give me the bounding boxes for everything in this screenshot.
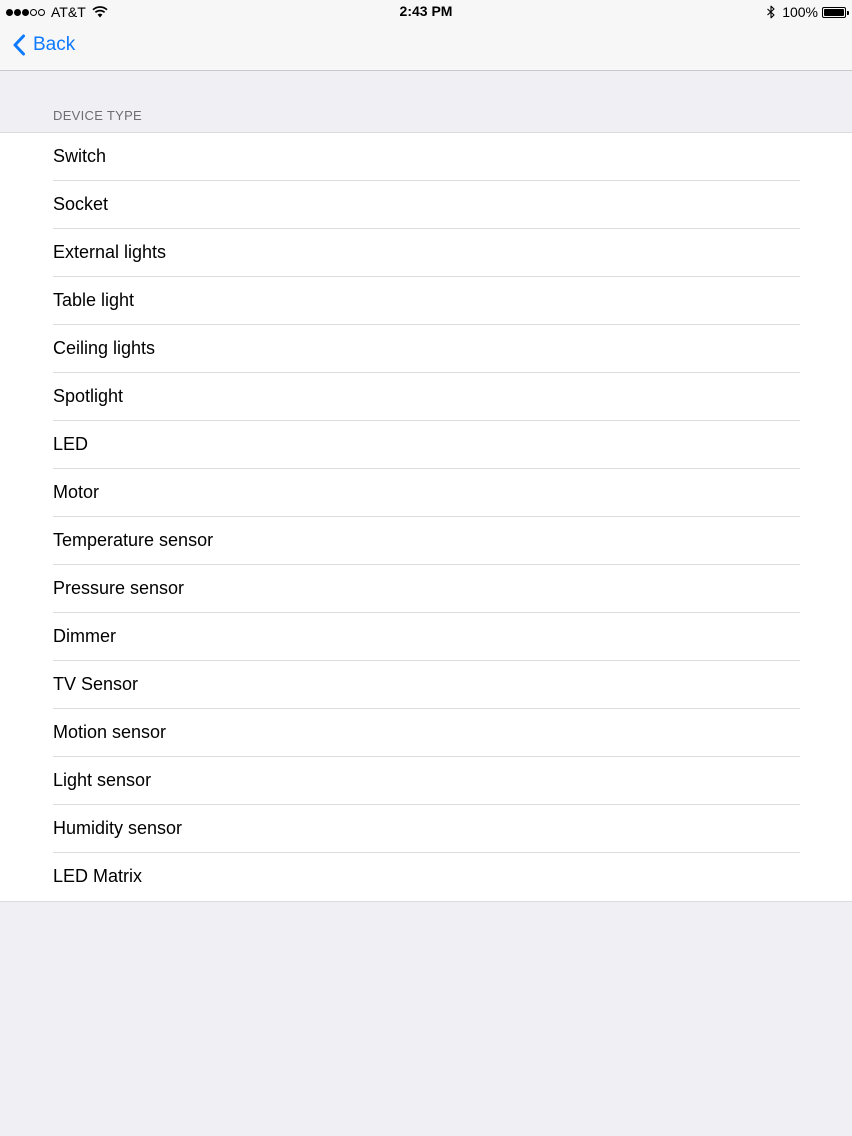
battery-percent: 100%	[782, 4, 818, 20]
list-item-light-sensor[interactable]	[0, 757, 852, 805]
list-item-humidity-sensor[interactable]	[0, 805, 852, 853]
list-item-socket[interactable]	[0, 181, 852, 229]
list-item-label: Table light	[53, 290, 135, 310]
list-item-pressure-sensor[interactable]	[0, 565, 852, 613]
battery-fill	[824, 9, 844, 16]
status-time: 2:43 PM	[399, 3, 453, 19]
list-item-label: Light sensor	[53, 770, 152, 790]
list-item-label: TV Sensor	[53, 674, 139, 694]
list-item-label: Motor	[53, 482, 100, 502]
list-item-motor[interactable]	[0, 469, 852, 517]
list-item-label: Temperature sensor	[53, 530, 214, 550]
list-item-label: Humidity sensor	[53, 818, 183, 838]
list-item-label: Spotlight	[53, 386, 124, 406]
navigation-bar	[0, 24, 852, 71]
list-item-label: Ceiling lights	[53, 338, 156, 358]
battery-tip	[847, 11, 849, 15]
bluetooth-icon	[766, 5, 776, 19]
list-item-temperature-sensor[interactable]	[0, 517, 852, 565]
carrier-name: AT&T	[51, 4, 86, 20]
status-bar	[0, 0, 852, 24]
list-item-tv-sensor[interactable]	[0, 661, 852, 709]
list-item-led[interactable]	[0, 421, 852, 469]
list-item-dimmer[interactable]	[0, 613, 852, 661]
list-item-spotlight[interactable]	[0, 373, 852, 421]
list-item-label: Socket	[53, 194, 109, 214]
list-item-label: LED	[53, 434, 89, 454]
list-item-led-matrix[interactable]	[0, 853, 852, 901]
section-header: DEVICE TYPE	[53, 108, 143, 123]
device-type-list	[0, 132, 852, 902]
list-item-ceiling-lights[interactable]	[0, 325, 852, 373]
list-item-label: External lights	[53, 242, 167, 262]
list-item-label: LED Matrix	[53, 866, 143, 886]
list-item-label: Dimmer	[53, 626, 116, 646]
list-item-table-light[interactable]	[0, 277, 852, 325]
list-item-motion-sensor[interactable]	[0, 709, 852, 757]
status-right	[766, 3, 846, 21]
list-item-label: Motion sensor	[53, 722, 167, 742]
back-button[interactable]	[12, 34, 75, 56]
list-item-switch[interactable]	[0, 133, 852, 181]
back-button-label: Back	[33, 34, 76, 55]
list-item-label: Switch	[53, 146, 107, 166]
list-item-external-lights[interactable]	[0, 229, 852, 277]
chevron-left-icon	[12, 34, 26, 56]
list-item-label: Pressure sensor	[53, 578, 185, 598]
battery-icon	[822, 7, 846, 18]
